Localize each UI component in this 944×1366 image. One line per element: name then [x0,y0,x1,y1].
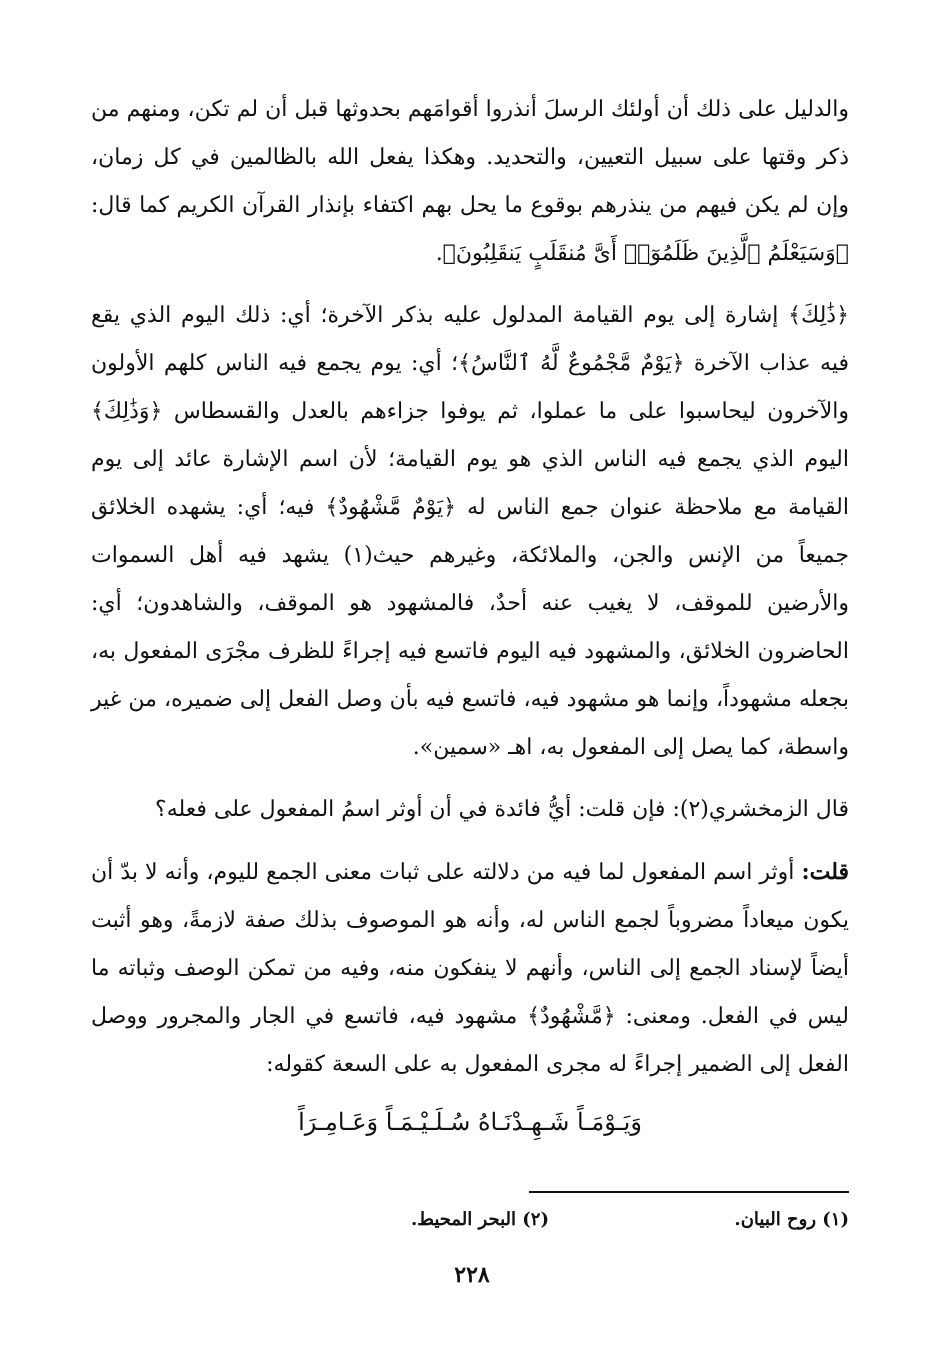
footnote-2: (٢) البحر المحيط. [410,1209,549,1230]
paragraph-intro: والدليل على ذلك أن أولئك الرسلَ أنذروا أقوامَهم بحدوثها قبل أن لم تكن، ومنهم من ذكر وقتها على سبيل التعيين، والتحديد. وهكذا يفعل الله بالظالمين في كل زمان، وإن لم يكن فيهم من ينذرهم بوقوع ما يحل بهم اكتفاء بإنذار القرآن الكريم كما قال: ﴿وَسَيَعْلَمُ ٱلَّذِينَ ظَلَمُوٓا۟ أَىَّ مُنقَلَبٍ يَنقَلِبُونَ﴾. [91,97,849,266]
paragraph-commentary: ﴿ذَٰلِكَ﴾ إشارة إلى يوم القيامة المدلول عليه بذكر الآخرة؛ أي: ذلك اليوم الذي يقع فيه عذاب الآخرة ﴿يَوْمٌ مَّجْمُوعٌ لَّهُ ٱلنَّاسُ﴾؛ أي: يوم يجمع فيه الناس كلهم الأولون والآخرون ليحاسبوا على ما عملوا، ثم يوفوا جزاءهم بالعدل والقسطاس ﴿وَذَٰلِكَ﴾ اليوم الذي يجمع فيه الناس الذي هو يوم القيامة؛ لأن اسم الإشارة عائد إلى يوم القيامة مع ملاحظة عنوان جمع الناس له ﴿يَوْمٌ مَّشْهُودٌ﴾ فيه؛ أي: يشهده الخلائق جميعاً من الإنس والجن، والملائكة، وغيرهم حيث(١) يشهد فيه أهل السموات والأرضين للموقف، لا يغيب عنه أحدٌ، فالمشهود هو الموقف، والشاهدون؛ أي: الحاضرون الخلائق، والمشهود فيه اليوم فاتسع فيه إجراءً للظرف مجْرَى المفعول به، بجعله مشهوداً، وإنما هو مشهود فيه، فاتسع فيه بأن وصل الفعل إلى ضميره، من غير واسطة، كما يصل إلى المفعول به، اهـ «سمين». [91,303,850,760]
footnote-divider [529,1191,849,1193]
paragraph-zamakhshari-question: قال الزمخشري(٢): فإن قلت: أيُّ فائدة في أن أوثر اسمُ المفعول على فعله؟ [155,797,849,822]
footnote-1: (١) روح البيان. [734,1209,849,1230]
poetry-verse: وَيَـوْمَـاً شَـهِـدْنَـاهُ سُـلَـيْـمَـاً وَعَـامِـرَاً [298,1108,642,1136]
answer-lead: قلت: [801,859,849,885]
answer-text: أوثر اسم المفعول لما فيه من دلالته على ثبات معنى الجمع لليوم، وأنه لا بدّ أن يكون ميعاداً مضروباً لجمع الناس له، وأنه هو الموصوف بذلك صفة لازمةً، وهو أثبت أيضاً لإسناد الجمع إلى الناس، وأنهم لا ينفكون منه، وفيه من تمكن الوصف وثباته ما ليس في الفعل. ومعنى: ﴿مَّشْهُودٌ﴾ مشهود فيه، فاتسع في الجار والمجرور ووصل الفعل إلى الضمير إجراءً له مجرى المفعول به على السعة كقوله: [91,860,849,1077]
page-number: ٢٢٨ [454,1262,490,1288]
paragraph-answer [91,848,849,1089]
page-body [91,86,849,1149]
